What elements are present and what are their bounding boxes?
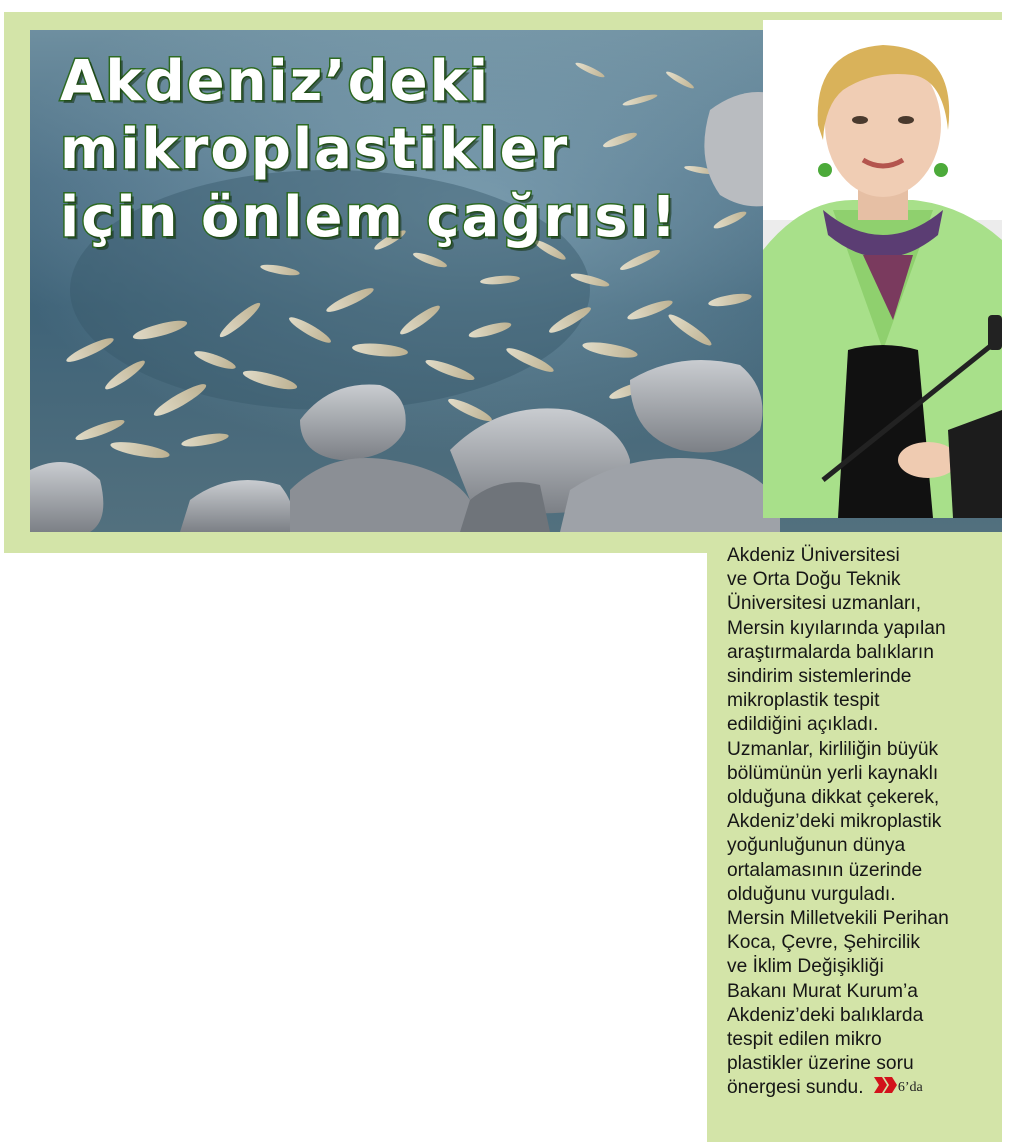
article-body xyxy=(727,544,995,1101)
article-line: araştırmalarda balıkların xyxy=(727,641,934,663)
article-line: Akdeniz’deki mikroplastik xyxy=(727,811,942,833)
article-line: Uzmanlar, kirliliğin büyük xyxy=(727,738,939,760)
continued-page-ref[interactable]: 6’da xyxy=(897,1080,923,1096)
portrait-photo xyxy=(763,20,1002,518)
article-line: edildiğini açıkladı. xyxy=(727,714,879,736)
article-last-line xyxy=(727,1076,995,1100)
article-line: tespit edilen mikro xyxy=(727,1029,882,1051)
article-line: Mersin kıyılarında yapılan xyxy=(727,617,946,639)
article-line: Bakanı Murat Kurum’a xyxy=(727,980,918,1002)
article-line: mikroplastik tespit xyxy=(727,690,880,712)
article-line: ortalamasının üzerinde xyxy=(727,859,923,881)
article-line: Akdeniz Üniversitesi xyxy=(727,545,900,566)
article-line: ve İklim Değişikliği xyxy=(727,956,884,978)
headline-line: için önlem çağrısı! xyxy=(60,185,679,250)
article-line: olduğunu vurguladı. xyxy=(727,883,896,905)
headline-line: mikroplastikler xyxy=(60,117,570,182)
article-line: bölümünün yerli kaynaklı xyxy=(727,762,939,784)
article-line: sindirim sistemlerinde xyxy=(727,666,912,688)
article-line: yoğunluğunun dünya xyxy=(727,835,906,857)
article-line: Üniversitesi uzmanları, xyxy=(727,593,922,615)
article-line: plastikler üzerine soru xyxy=(727,1053,914,1075)
article-line: olduğuna dikkat çekerek, xyxy=(727,787,940,809)
double-chevron-right-icon[interactable] xyxy=(874,1076,898,1100)
headline-line: Akdeniz’deki xyxy=(60,49,491,114)
article-line: Mersin Milletvekili Perihan xyxy=(727,908,949,930)
article-line: önergesi sundu. xyxy=(727,1077,864,1099)
headline xyxy=(60,48,678,252)
article-line: ve Orta Doğu Teknik xyxy=(727,569,901,591)
article-line: Akdeniz’deki balıklarda xyxy=(727,1004,924,1026)
article-line: Koca, Çevre, Şehircilik xyxy=(727,932,921,954)
